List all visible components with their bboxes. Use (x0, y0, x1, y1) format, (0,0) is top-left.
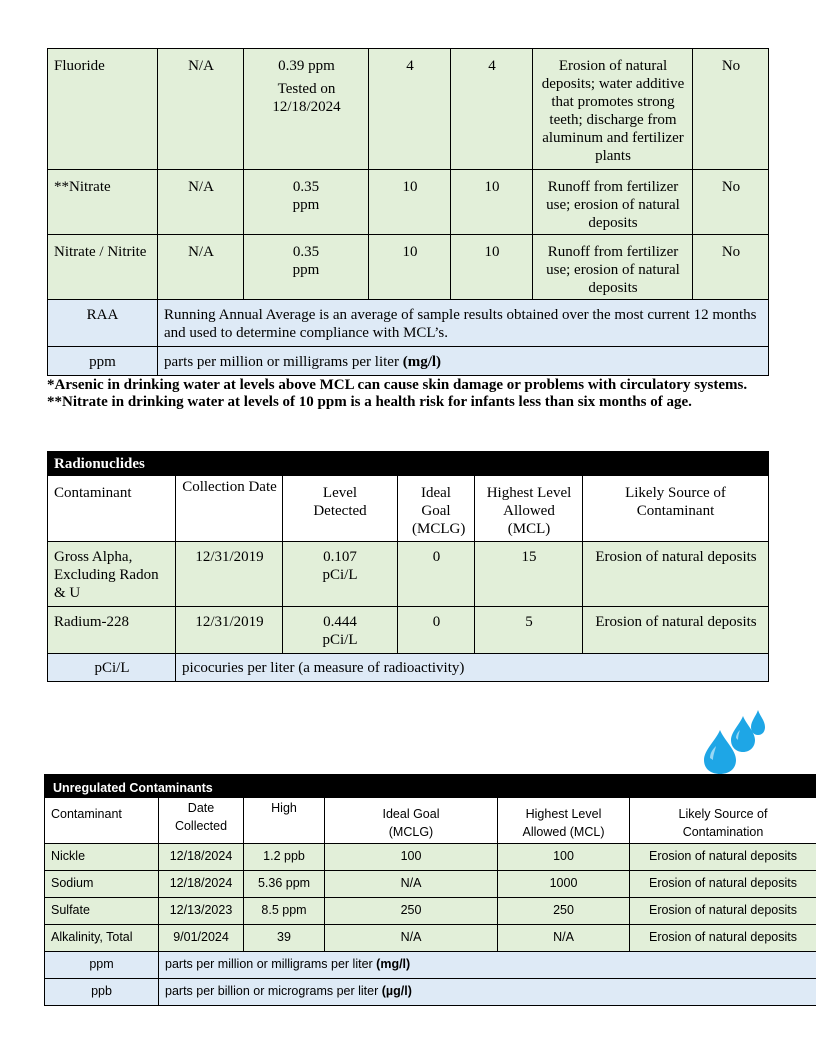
inorganic-contaminants-table (47, 48, 769, 376)
definition-text (159, 952, 816, 979)
definition-row-ppm (45, 952, 816, 979)
definition-term: ppb (45, 979, 159, 1006)
level-detected: 0.35 ppm (244, 235, 369, 300)
level-detected (244, 49, 369, 170)
mcl-value: 10 (451, 235, 533, 300)
mclg-value: 4 (369, 49, 451, 170)
collection-date: 12/31/2019 (176, 542, 283, 607)
table-row (48, 170, 769, 235)
table-row (48, 542, 769, 607)
likely-source: Erosion of natural deposits (583, 607, 769, 654)
header-row (48, 476, 769, 542)
contaminant-name: **Nitrate (48, 170, 158, 235)
header-row (45, 798, 816, 844)
collection-date: N/A (158, 49, 244, 170)
section-title: Unregulated Contaminants (45, 775, 816, 798)
definition-term: ppm (48, 347, 158, 376)
column-header: Contaminant (48, 476, 176, 542)
level-value: 0.39 ppm (278, 58, 335, 74)
table-row (45, 871, 816, 898)
column-header: Highest Level Allowed (MCL) (475, 476, 583, 542)
section-header (45, 775, 816, 798)
mclg-value: N/A (325, 925, 498, 952)
contaminant-name: Sodium (45, 871, 159, 898)
water-drop-icon (751, 710, 765, 735)
section-header (48, 452, 769, 476)
likely-source: Erosion of natural deposits (630, 898, 816, 925)
test-date-note: Tested on 12/18/2024 (272, 81, 341, 115)
mclg-value: 10 (369, 170, 451, 235)
mcl-value: 4 (451, 49, 533, 170)
definition-text-main: parts per million or milligrams per liter (165, 957, 377, 971)
contaminant-name: Radium-228 (48, 607, 176, 654)
table-row (45, 898, 816, 925)
definition-row-raa (48, 300, 769, 347)
mclg-value: 250 (325, 898, 498, 925)
contaminant-name: Sulfate (45, 898, 159, 925)
column-header: Likely Source of Contaminant (583, 476, 769, 542)
likely-source: Erosion of natural deposits (583, 542, 769, 607)
definition-text-main: parts per billion or micrograms per liter (165, 984, 382, 998)
radionuclides-table (47, 451, 769, 682)
collection-date: N/A (158, 170, 244, 235)
likely-source: Runoff from fertilizer use; erosion of natural deposits (533, 235, 693, 300)
table-row (48, 49, 769, 170)
level-detected: 0.35 ppm (244, 170, 369, 235)
column-header: Level Detected (283, 476, 398, 542)
violation-value: No (693, 170, 769, 235)
likely-source: Erosion of natural deposits; water additive that promotes strong teeth; discharge from aluminum and fertilizer plants (533, 49, 693, 170)
section-title: Radionuclides (48, 452, 769, 476)
unregulated-contaminants-table (44, 774, 816, 1006)
definition-term: pCi/L (48, 654, 176, 682)
mcl-value: 10 (451, 170, 533, 235)
date-collected: 12/18/2024 (159, 844, 244, 871)
contaminant-name: Fluoride (48, 49, 158, 170)
contaminant-name: Gross Alpha, Excluding Radon & U (48, 542, 176, 607)
likely-source: Erosion of natural deposits (630, 925, 816, 952)
definition-term: ppm (45, 952, 159, 979)
definition-row-ppb (45, 979, 816, 1006)
high-value: 39 (244, 925, 325, 952)
high-value: 5.36 ppm (244, 871, 325, 898)
mcl-value: 1000 (498, 871, 630, 898)
likely-source: Erosion of natural deposits (630, 871, 816, 898)
mcl-value: 100 (498, 844, 630, 871)
table-row (45, 844, 816, 871)
level-detected: 0.107 pCi/L (283, 542, 398, 607)
water-drop-icon (704, 730, 736, 774)
date-collected: 9/01/2024 (159, 925, 244, 952)
mcl-value: 250 (498, 898, 630, 925)
column-header: Ideal Goal (MCLG) (398, 476, 475, 542)
table-row (48, 235, 769, 300)
contaminant-name: Alkalinity, Total (45, 925, 159, 952)
likely-source: Runoff from fertilizer use; erosion of natural deposits (533, 170, 693, 235)
contaminant-name: Nitrate / Nitrite (48, 235, 158, 300)
mclg-value: 10 (369, 235, 451, 300)
column-header: Collection Date (176, 476, 283, 542)
definition-unit: (mg/l) (376, 957, 411, 971)
column-header: Highest Level Allowed (MCL) (498, 798, 630, 844)
column-header: High (244, 798, 325, 844)
column-header: Ideal Goal (MCLG) (325, 798, 498, 844)
mclg-value: N/A (325, 871, 498, 898)
mclg-value: 100 (325, 844, 498, 871)
definition-text: picocuries per liter (a measure of radioactivity) (176, 654, 769, 682)
water-drops-icon (698, 706, 768, 776)
high-value: 1.2 ppb (244, 844, 325, 871)
mcl-value: N/A (498, 925, 630, 952)
contaminant-name: Nickle (45, 844, 159, 871)
table-row (48, 607, 769, 654)
likely-source: Erosion of natural deposits (630, 844, 816, 871)
definition-unit: (µg/l) (381, 984, 412, 998)
date-collected: 12/13/2023 (159, 898, 244, 925)
mclg-value: 0 (398, 607, 475, 654)
definition-text (159, 979, 816, 1006)
violation-value: No (693, 49, 769, 170)
water-drop-icon (731, 716, 755, 752)
definition-row-ppm (48, 347, 769, 376)
collection-date: 12/31/2019 (176, 607, 283, 654)
mcl-value: 5 (475, 607, 583, 654)
high-value: 8.5 ppm (244, 898, 325, 925)
table-row (45, 925, 816, 952)
mcl-value: 15 (475, 542, 583, 607)
arsenic-note: *Arsenic in drinking water at levels above MCL can cause skin damage or problems with circulatory systems. (47, 377, 748, 393)
definition-unit: (mg/l) (402, 354, 442, 370)
column-header: Contaminant (45, 798, 159, 844)
definition-text (158, 347, 769, 376)
definition-row-pci (48, 654, 769, 682)
column-header: Likely Source of Contamination (630, 798, 816, 844)
definition-term: RAA (48, 300, 158, 347)
definition-text: Running Annual Average is an average of sample results obtained over the most current 12 months and used to determine compliance with MCL’s. (158, 300, 769, 347)
level-detected: 0.444 pCi/L (283, 607, 398, 654)
definition-text-main: parts per million or milligrams per liter (164, 354, 403, 370)
mclg-value: 0 (398, 542, 475, 607)
nitrate-note: **Nitrate in drinking water at levels of 10 ppm is a health risk for infants less than six months of age. (47, 394, 692, 410)
collection-date: N/A (158, 235, 244, 300)
date-collected: 12/18/2024 (159, 871, 244, 898)
violation-value: No (693, 235, 769, 300)
health-notes (47, 377, 768, 411)
column-header: Date Collected (159, 798, 244, 844)
